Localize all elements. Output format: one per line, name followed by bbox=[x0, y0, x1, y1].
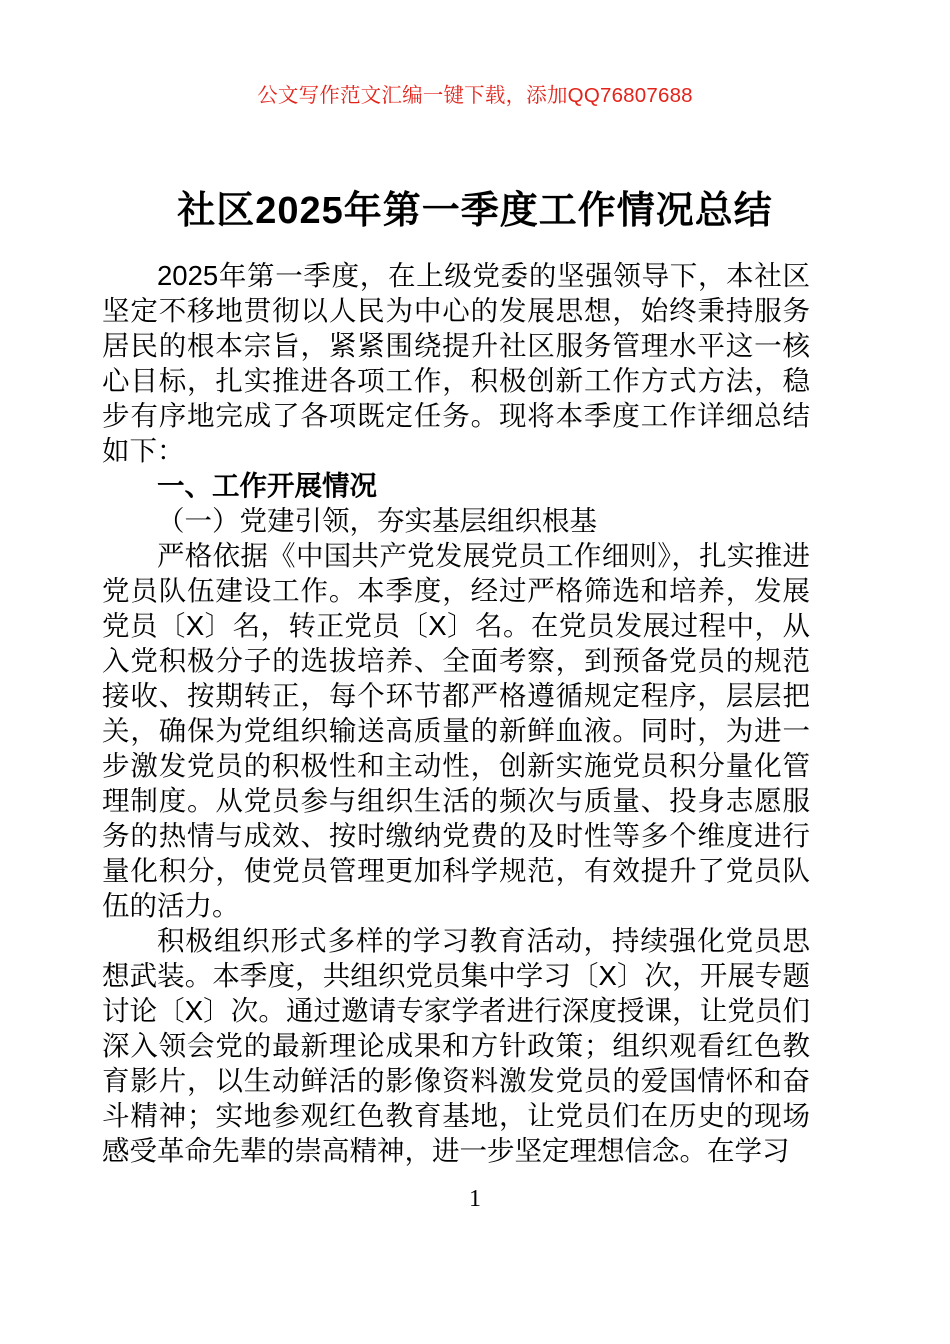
paragraph-party-building-2: 积极组织形式多样的学习教育活动，持续强化党员思想武装。本季度，共组织党员集中学习〔X〕次，开展专题讨论〔X〕次。通过邀请专家学者进行深度授课，让党员们深入领会党的最新理论成果和方针政策；组织观看红色教育影片，以生动鲜活的影像资料激发党员的爱国情怀和奋斗精神；实地参观红色教育基地，让党员们在历史的现场感受革命先辈的崇高精神，进一步坚定理想信念。在学习 bbox=[102, 925, 810, 1166]
document-body bbox=[102, 258, 810, 1168]
promo-header-banner: 公文写作范文汇编一键下载，添加QQ76807688 bbox=[257, 84, 693, 107]
heading-section-1: 一、工作开展情况 bbox=[157, 470, 377, 501]
page-number: 1 bbox=[469, 1186, 481, 1212]
paragraph-party-building-1: 严格依据《中国共产党发展党员工作细则》，扎实推进党员队伍建设工作。本季度，经过严格筛选和培养，发展党员〔X〕名，转正党员〔X〕名。在党员发展过程中，从入党积极分子的选拔培养、全面考察，到预备党员的规范接收、按期转正，每个环节都严格遵循规定程序，层层把关，确保为党组织输送高质量的新鲜血液。同时，为进一步激发党员的积极性和主动性，创新实施党员积分量化管理制度。从党员参与组织生活的频次与质量、投身志愿服务的热情与成效、按时缴纳党费的及时性等多个维度进行量化积分，使党员管理更加科学规范，有效提升了党员队伍的活力。 bbox=[102, 540, 810, 921]
paragraph-intro: 2025年第一季度，在上级党委的坚强领导下，本社区坚定不移地贯彻以人民为中心的发展思想，始终秉持服务居民的根本宗旨，紧紧围绕提升社区服务管理水平这一核心目标，扎实推进各项工作，积极创新工作方式方法，稳步有序地完成了各项既定任务。现将本季度工作详细总结如下： bbox=[102, 260, 810, 466]
heading-subsection-1-1: （一）党建引领，夯实基层组织根基 bbox=[157, 505, 597, 536]
page-title: 社区2025年第一季度工作情况总结 bbox=[177, 190, 773, 233]
